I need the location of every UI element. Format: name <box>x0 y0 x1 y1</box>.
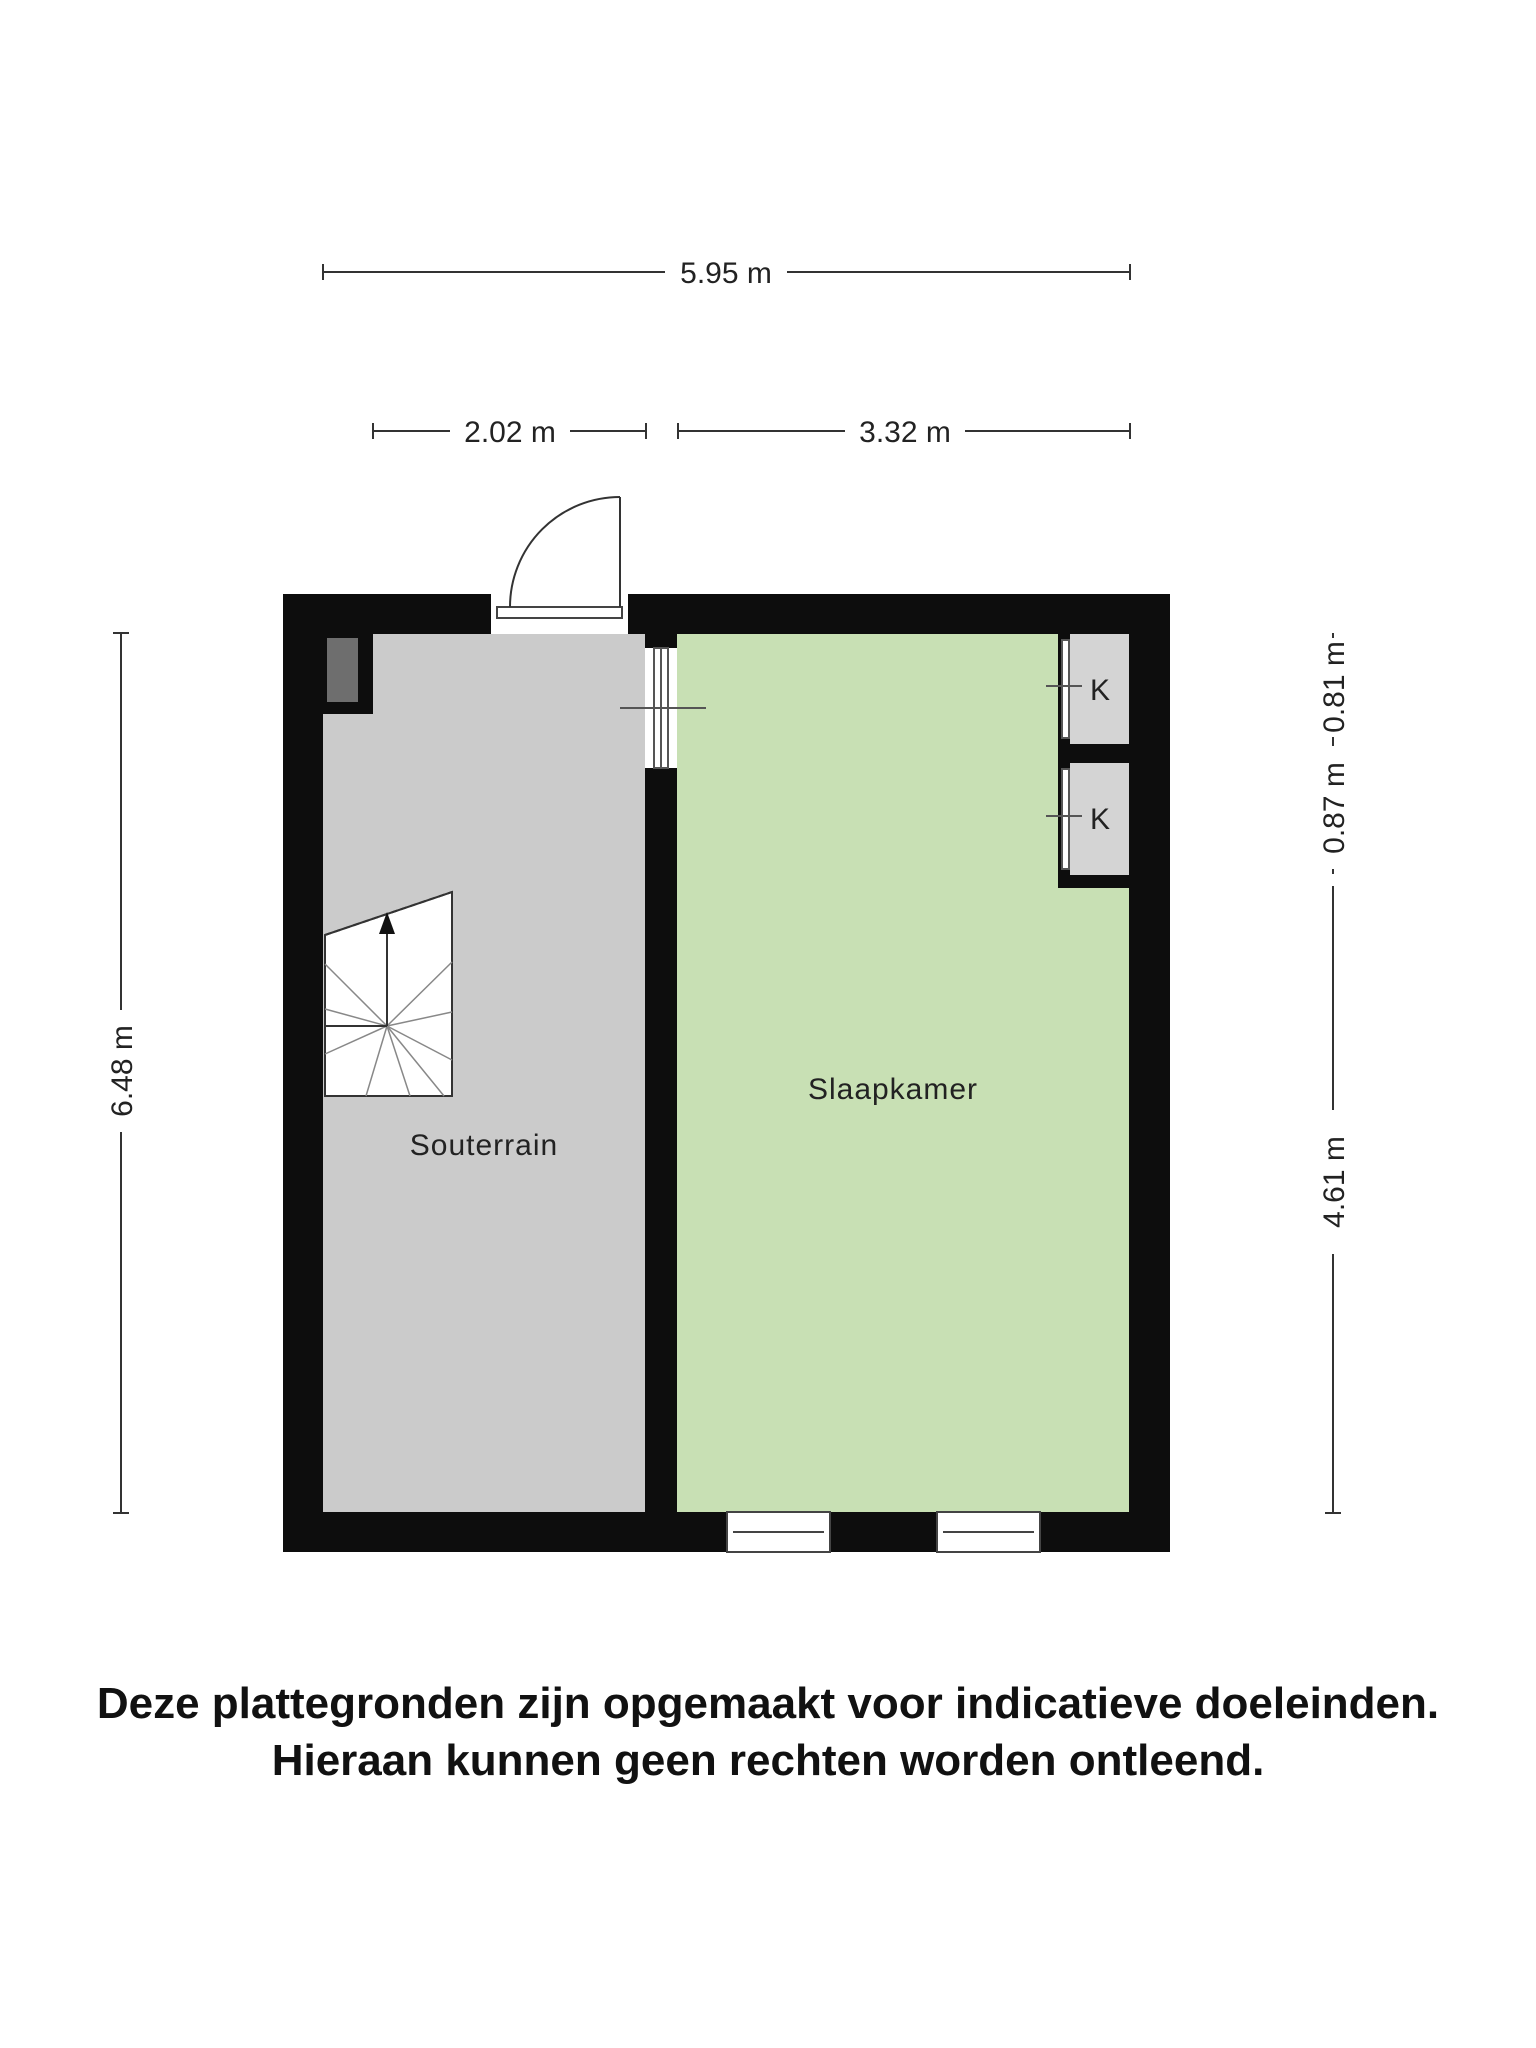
dimension-room-height-label: 4.61 m <box>1318 1136 1351 1228</box>
closet-2-label: K <box>1089 803 1111 836</box>
disclaimer-line-1: Deze plattegronden zijn opgemaakt voor indicatieve doeleinden. <box>96 1679 1440 1728</box>
dimension-closet-1-label: 0.81 m <box>1318 641 1351 733</box>
dimension-left-width-label: 2.02 m <box>464 416 556 449</box>
entrance-door-frame <box>497 607 622 618</box>
closet-1-label: K <box>1089 674 1111 707</box>
dimension-closet-2-label: 0.87 m <box>1318 762 1351 854</box>
closet-wall-bottom <box>1058 875 1129 888</box>
disclaimer-line-2: Hieraan kunnen geen rechten worden ontleend. <box>271 1736 1265 1785</box>
closet-wall-between <box>1058 744 1129 763</box>
entrance-door-swing <box>510 497 620 607</box>
dimension-right-width-label: 3.32 m <box>859 416 951 449</box>
souterrain-label: Souterrain <box>409 1129 559 1162</box>
dimension-total-height-label: 6.48 m <box>106 1025 139 1117</box>
dimension-total-width-label: 5.95 m <box>680 257 772 290</box>
chimney-inner <box>327 638 358 702</box>
slaapkamer-label: Slaapkamer <box>807 1073 979 1106</box>
